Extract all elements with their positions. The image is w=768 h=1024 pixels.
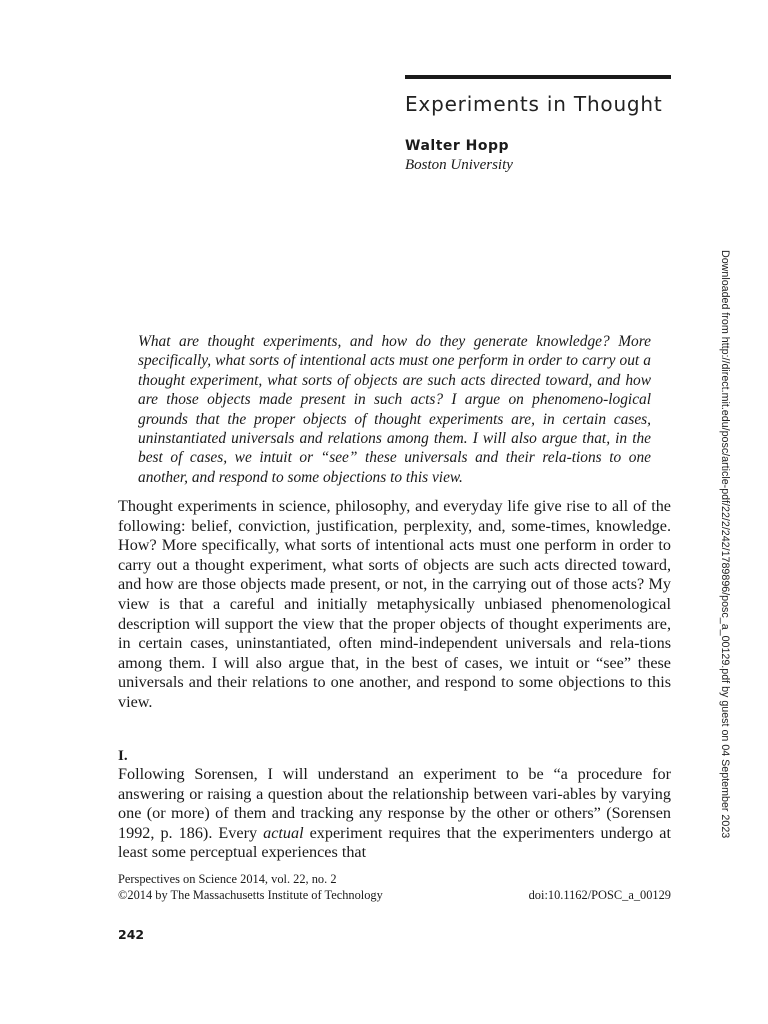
page-number: 242 [118,927,145,942]
download-watermark: Downloaded from http://direct.mit.edu/posc/article-pdf/22/2/242/1789896/posc_a_00129.pdf by guest on 04 September 2023 [719,250,731,839]
footer-journal: Perspectives on Science 2014, vol. 22, no. 2 [118,872,337,886]
emphasis-text: actual [263,823,304,842]
body-text-before-emphasis: Following Sorensen, I will understand an experiment to be “a procedure for answering or raising a question about the relationship between vari-ables by varying one (or more) of them and tracking any response by the other or others” (Sorensen 1992, p. 186). Every [118,765,671,842]
footer-doi: doi:10.1162/POSC_a_00129 [528,888,671,902]
section-heading: I. [118,748,128,764]
article-title: Experiments in Thought [405,92,663,116]
body-paragraph-1: Thought experiments in science, philosophy, and everyday life give rise to all of the following: belief, conviction, justification, perplexity, and, some-times, knowledge. How? More specifically, what sorts of intentional acts must one perform in order to carry out a thought experiment, what sorts of objects are such acts directed toward, and how are those objects made present, or not, in the carrying out of those acts? My view is that a careful and initially metaphysically unbiased phenomenological description will support the view that the proper objects of thought experiments are, in certain cases, uninstantiated, often mind-independent universals and rela-tions among them. I will also argue that, in the best of cases, we intuit or “see” these universals and their relations to one another, and respond to some objections to this view. [118,497,671,711]
body-text-after-emphasis: experiment requires that the experimenters undergo at least some perceptual experiences that [118,823,671,862]
body-paragraph-2 [118,765,671,863]
author-affiliation: Boston University [405,157,513,173]
title-rule [405,75,671,79]
footer-line [118,888,671,903]
author-name: Walter Hopp [405,138,510,154]
abstract: What are thought experiments, and how do they generate knowledge? More specifically, what sorts of intentional acts must one perform in order to carry out a thought experiment, what sorts of objects are such acts directed toward, and how are those objects made present in such acts? I argue on phenomeno-logical grounds that the proper objects of thought experiments are, in certain cases, uninstantiated universals and relations among them. I will also argue that, in the best of cases, we intuit or “see” these universals and their rela-tions to one another, and respond to some objections to this view. [138,333,651,486]
footer-copyright: ©2014 by The Massachusetts Institute of Technology [118,888,383,902]
